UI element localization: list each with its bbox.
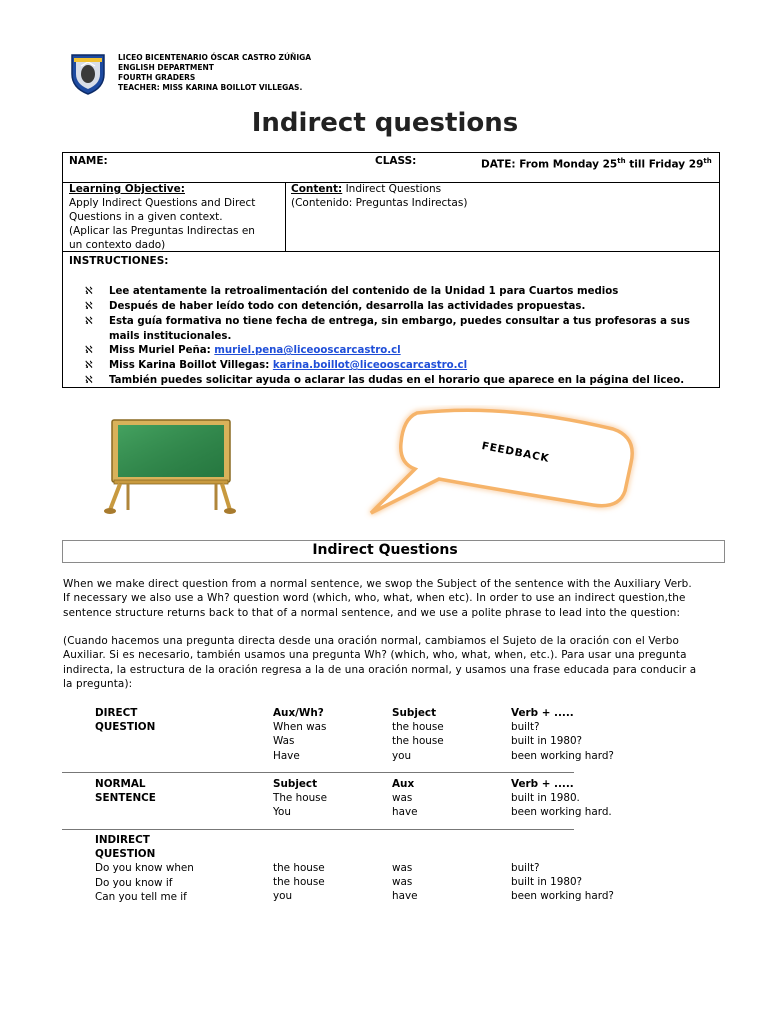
instruction-item: ℵ Lee atentamente la retroalimentación del contenido de la Unidad 1 para Cuartos medios — [85, 286, 619, 297]
instruction-item: ℵ Esta guía formativa no tiene fecha de entrega, sin embargo, puedes consultar a tus profesoras a sus — [85, 316, 690, 327]
table-divider — [62, 772, 574, 773]
table-divider — [62, 829, 574, 830]
normal-subject-column: Subject The house You — [273, 778, 327, 819]
normal-verb-column: Verb + ..... built in 1980. been working hard. — [511, 778, 612, 819]
page-title: Indirect questions — [251, 108, 519, 138]
class-label: CLASS: — [375, 155, 417, 167]
instruction-item: ℵ Miss Muriel Peña: muriel.pena@liceooscarcastro.cl — [85, 345, 401, 356]
instruction-item: ℵ También puedes solicitar ayuda o aclarar las dudas en el horario que aparece en la página del liceo. — [85, 375, 685, 386]
divider — [285, 182, 286, 251]
teacher-name: TEACHER: MISS KARINA BOILLOT VILLEGAS. — [118, 83, 303, 92]
feedback-speech-bubble — [355, 405, 650, 520]
email-link-muriel[interactable]: muriel.pena@liceooscarcastro.cl — [214, 345, 401, 356]
normal-sentence-label: NORMAL SENTENCE — [95, 778, 156, 805]
learning-objective: Learning Objective: Apply Indirect Questions and Direct Questions in a given context. (Aplicar las Preguntas Indirectas en un contexto dado) — [69, 183, 256, 251]
info-box — [62, 152, 720, 388]
direct-aux-column: Aux/Wh? When was Was Have — [273, 707, 327, 762]
school-crest-logo — [66, 52, 110, 96]
direct-subject-column: Subject the house the house you — [392, 707, 444, 762]
name-label: NAME: — [69, 155, 108, 167]
indirect-question-label: INDIRECT QUESTION Do you know when Do you know if Can you tell me if — [95, 834, 194, 903]
direct-verb-column: Verb + ..... built? built in 1980? been working hard? — [511, 707, 614, 762]
chalkboard-illustration — [100, 418, 240, 516]
explanation-spanish: (Cuando hacemos una pregunta directa desde una oración normal, cambiamos el Sujeto de la oración con el Verbo Auxiliar. Si es necesario, también usamos una pregunta Wh? (which, who, what, when, etc.). Para usar una pregunta indirecta, la estructura de la oración regresa a la de una oración normal, y usamos una frase educada para conducir a la pregunta): — [63, 635, 697, 691]
normal-aux-column: Aux was have — [392, 778, 418, 819]
feedback-label: FEEDBACK — [480, 440, 551, 465]
school-name: LICEO BICENTENARIO ÓSCAR CASTRO ZÚÑIGA — [118, 53, 312, 62]
instruction-item: ℵ Después de haber leído todo con detención, desarrolla las actividades propuestas. — [85, 301, 586, 312]
indirect-aux-column: was was have — [392, 862, 418, 903]
date-label: DATE: From Monday 25th till Friday 29th — [481, 157, 712, 171]
grade-level: FOURTH GRADERS — [118, 73, 196, 82]
content-cell: Content: Indirect Questions (Contenido: Preguntas Indirectas) — [291, 183, 468, 209]
direct-question-label: DIRECT QUESTION — [95, 707, 156, 734]
email-link-karina[interactable]: karina.boillot@liceooscarcastro.cl — [272, 360, 468, 371]
indirect-subject-column: the house the house you — [273, 862, 325, 903]
section-title: Indirect Questions — [312, 542, 458, 558]
indirect-verb-column: built? built in 1980? been working hard? — [511, 862, 614, 903]
department-name: ENGLISH DEPARTMENT — [118, 63, 214, 72]
instruction-item-continued: mails institucionales. — [109, 331, 232, 342]
instructions-label: INSTRUCTIONES: — [69, 255, 169, 267]
explanation-english: When we make direct question from a normal sentence, we swop the Subject of the sentence with the Auxiliary Verb. If necessary we also use a Wh? question word (which, who, what, when etc). In order to use an indirect question,the sentence structure returns back to that of a normal sentence, and we use a polite phrase to lead into the question: — [63, 578, 692, 619]
instruction-item: ℵ Miss Karina Boillot Villegas: karina.boillot@liceooscarcastro.cl — [85, 360, 468, 371]
